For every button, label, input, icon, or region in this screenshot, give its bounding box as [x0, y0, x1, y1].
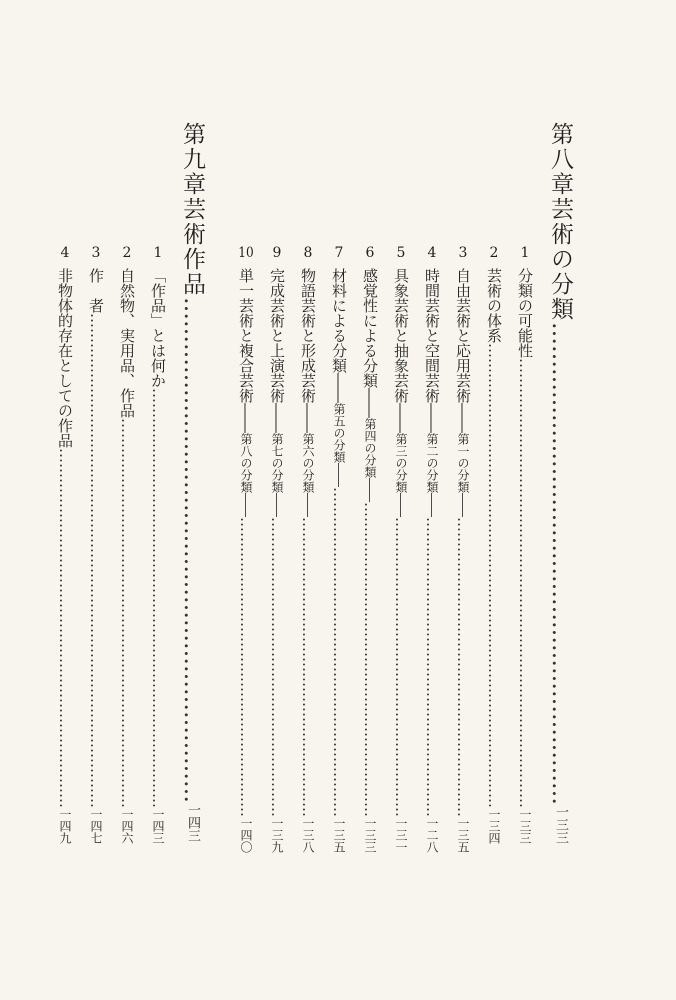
entry-leader: …………………………………………………………………………………: [485, 343, 503, 808]
entry-subtitle: 第七の分類――: [270, 433, 284, 517]
entry-page: 一三八: [301, 817, 315, 853]
chapter-9-page: 一四三: [185, 803, 200, 842]
entry-page: 一四九: [58, 808, 72, 844]
toc-entry[interactable]: [517, 246, 532, 856]
entry-subtitle: 第五の分類――: [332, 403, 346, 487]
toc-entry[interactable]: [88, 246, 103, 856]
chapter-9-heading: [180, 122, 203, 852]
entry-leader: ………………………………………………………………………………………: [87, 313, 105, 808]
toc-entry[interactable]: [119, 246, 134, 856]
entry-page: 一三三: [363, 817, 377, 853]
entry-leader: ……………………………………………………: [299, 517, 317, 817]
entry-title: 「作品」とは何か: [149, 268, 167, 388]
chapter-9-label: 第九章: [179, 122, 205, 197]
entry-number: 4: [60, 246, 70, 260]
toc-entry[interactable]: [455, 246, 470, 856]
chapter-9-leader: …………………………………………………………: [179, 297, 205, 803]
entry-title: 分類の可能性: [516, 268, 534, 358]
entry-subtitle: 第四の分類――: [363, 418, 377, 502]
chapter-9-title: 芸術作品: [179, 197, 205, 297]
entry-leader: ……………………………………………………: [237, 517, 255, 817]
entry-page: 一三四: [487, 808, 501, 844]
toc-entry[interactable]: [150, 246, 165, 856]
entry-title: 完成芸術と上演芸術――: [268, 268, 286, 433]
toc-entry[interactable]: [269, 246, 284, 856]
entry-number: 7: [334, 246, 344, 260]
entry-number: 10: [238, 246, 254, 260]
entry-number: 8: [303, 246, 313, 260]
entry-page: 一三九: [270, 817, 284, 853]
entry-subtitle: 第二の分類――: [425, 433, 439, 517]
entry-number: 9: [272, 246, 282, 260]
entry-page: 一三三: [518, 808, 532, 844]
entry-leader: ………………………………………………………: [361, 502, 379, 817]
chapter-8-leader: ………………………………………………………: [547, 322, 573, 805]
chapter-8-title: 芸術の分類: [547, 197, 573, 322]
entry-leader: ……………………………………………………: [268, 517, 286, 817]
entry-leader: ……………………………………………………: [392, 517, 410, 817]
entry-leader: …………………………………………………………: [330, 487, 348, 817]
entry-subtitle: 第六の分類――: [301, 433, 315, 517]
entry-title: 感覚性による分類――: [361, 268, 379, 418]
entry-page: 一三五: [332, 817, 346, 853]
chapter-8-label: 第八章: [547, 122, 573, 197]
entry-subtitle: 第八の分類――: [239, 433, 253, 517]
entry-title: 芸術の体系: [485, 268, 503, 343]
entry-subtitle: 第三の分類――: [394, 433, 408, 517]
toc-entry[interactable]: [362, 246, 377, 856]
entry-page: 一三五: [456, 817, 470, 853]
toc-entry[interactable]: [486, 246, 501, 856]
entry-number: 2: [489, 246, 499, 260]
entry-number: 1: [520, 246, 530, 260]
entry-leader: ……………………………………………………………………: [118, 418, 136, 808]
entry-number: 1: [153, 246, 163, 260]
entry-leader: ……………………………………………………: [454, 517, 472, 817]
entry-page: 一四七: [89, 808, 103, 844]
toc-entry[interactable]: [393, 246, 408, 856]
toc-entry[interactable]: [300, 246, 315, 856]
entry-title: 非物体的存在としての作品: [56, 268, 74, 448]
entry-title: 作 者: [87, 268, 105, 313]
entry-page: 一四三: [151, 808, 165, 844]
chapter-8-heading: [548, 122, 571, 852]
entry-title: 時間芸術と空間芸術――: [423, 268, 441, 433]
entry-leader: …………………………………………………………………………: [149, 388, 167, 808]
toc-entry[interactable]: [424, 246, 439, 856]
entry-number: 4: [427, 246, 437, 260]
entry-page: 一二八: [425, 817, 439, 853]
toc-entry[interactable]: [238, 246, 253, 856]
entry-number: 6: [365, 246, 375, 260]
entry-title: 自然物、実用品、作品: [118, 268, 136, 418]
entry-title: 単一芸術と複合芸術――: [237, 268, 255, 433]
entry-subtitle: 第一の分類――: [456, 433, 470, 517]
entry-leader: ………………………………………………………………: [56, 448, 74, 808]
entry-number: 5: [396, 246, 406, 260]
entry-page: 一四六: [120, 808, 134, 844]
chapter-8-page: 一三三: [553, 805, 568, 844]
toc-entry[interactable]: [57, 246, 72, 856]
entry-number: 3: [91, 246, 101, 260]
entry-title: 材料による分類――: [330, 268, 348, 403]
entry-title: 具象芸術と抽象芸術――: [392, 268, 410, 433]
entry-title: 物語芸術と形成芸術――: [299, 268, 317, 433]
entry-page: 一四〇: [239, 817, 253, 853]
entry-leader: ……………………………………………………: [423, 517, 441, 817]
entry-number: 2: [122, 246, 132, 260]
entry-leader: ………………………………………………………………………………: [516, 358, 534, 808]
entry-page: 一三一: [394, 817, 408, 853]
toc-entry[interactable]: [331, 246, 346, 856]
entry-title: 自由芸術と応用芸術――: [454, 268, 472, 433]
entry-number: 3: [458, 246, 468, 260]
